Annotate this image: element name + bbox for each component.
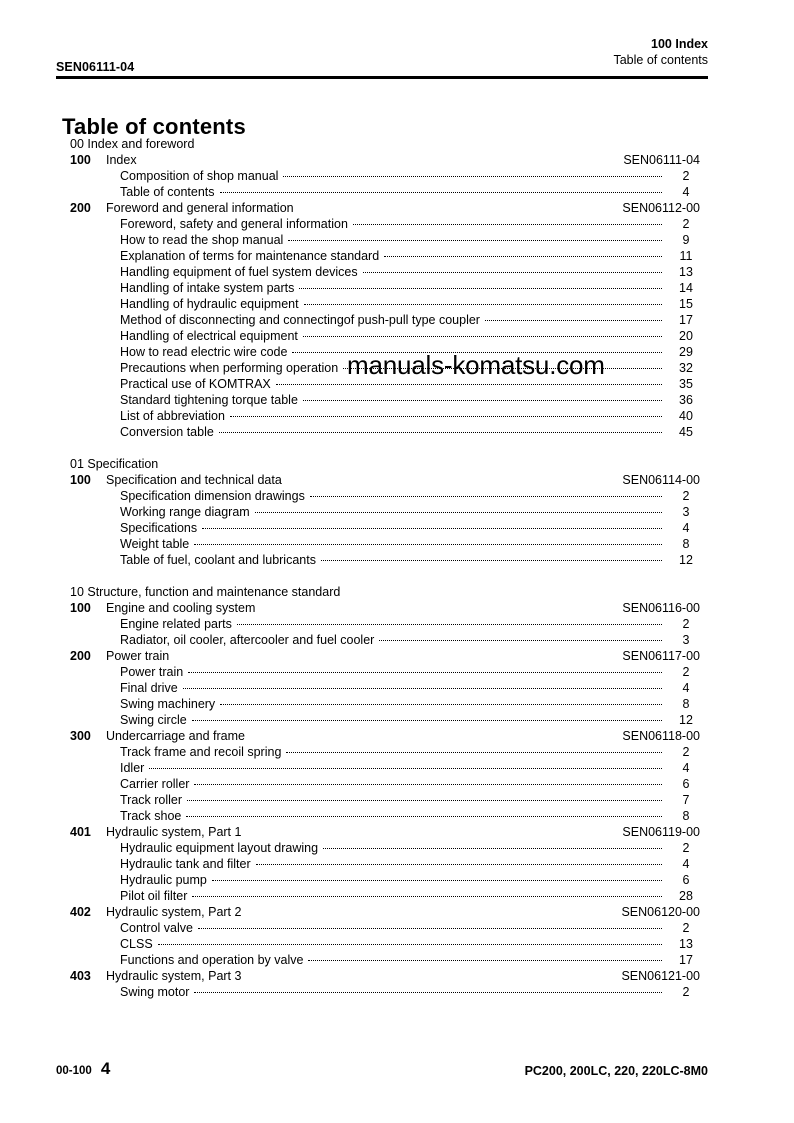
- toc-entry-row[interactable]: [70, 936, 708, 952]
- toc-entry-name: Foreword, safety and general information: [120, 217, 348, 231]
- toc-entry-row[interactable]: [70, 520, 708, 536]
- toc-entry-page-number: 28: [679, 889, 693, 903]
- toc-entry-leader-dots: [323, 840, 662, 852]
- toc-entry-row[interactable]: [70, 328, 708, 344]
- toc-entry-name: Track shoe: [120, 809, 182, 823]
- toc-entry-row[interactable]: [70, 760, 708, 776]
- toc-section-number: 401: [70, 825, 91, 839]
- toc-group-title: 00 Index and foreword: [70, 137, 195, 151]
- toc-entry-page-number: 17: [679, 313, 693, 327]
- toc-entry-name: Explanation of terms for maintenance standard: [120, 249, 380, 263]
- toc-section-code: SEN06112-00: [622, 201, 700, 215]
- toc-entry-row[interactable]: [70, 504, 708, 520]
- header-document-code: SEN06111-04: [56, 60, 135, 74]
- footer-section-code: 00-100: [56, 1065, 92, 1077]
- toc-entry-leader-dots: [194, 536, 662, 548]
- toc-entry-leader-dots: [310, 488, 662, 500]
- toc-entry-row[interactable]: [70, 664, 708, 680]
- toc-entry-name: Hydraulic equipment layout drawing: [120, 841, 319, 855]
- toc-entry-page-number: 3: [682, 505, 690, 519]
- toc-entry-row[interactable]: [70, 840, 708, 856]
- toc-entry-name: Power train: [120, 665, 184, 679]
- toc-entry-page-number: 32: [679, 361, 693, 375]
- toc-entry-name: Standard tightening torque table: [120, 393, 298, 407]
- toc-entry-row[interactable]: [70, 488, 708, 504]
- page-footer: [56, 1059, 708, 1079]
- toc-entry-row[interactable]: [70, 408, 708, 424]
- toc-section-number: 402: [70, 905, 91, 919]
- toc-entry-page-number: 2: [682, 985, 690, 999]
- toc-section-row[interactable]: [70, 728, 708, 744]
- toc-entry-page-number: 35: [679, 377, 693, 391]
- toc-section-name: Hydraulic system, Part 3: [106, 969, 242, 983]
- table-of-contents: [70, 136, 708, 1000]
- toc-group: [70, 136, 708, 440]
- toc-entry-row[interactable]: [70, 776, 708, 792]
- toc-entry-leader-dots: [343, 360, 662, 372]
- toc-entry-name: Swing circle: [120, 713, 187, 727]
- toc-section-row[interactable]: [70, 200, 708, 216]
- toc-section-row[interactable]: [70, 824, 708, 840]
- toc-entry-page-number: 8: [682, 697, 690, 711]
- toc-section-row[interactable]: [70, 648, 708, 664]
- toc-entry-page-number: 3: [682, 633, 690, 647]
- toc-entry-leader-dots: [183, 680, 662, 692]
- toc-entry-leader-dots: [220, 184, 662, 196]
- toc-entry-page-number: 13: [679, 937, 693, 951]
- toc-entry-leader-dots: [292, 344, 662, 356]
- toc-entry-name: Track frame and recoil spring: [120, 745, 282, 759]
- toc-entry-row[interactable]: [70, 712, 708, 728]
- toc-section-name: Engine and cooling system: [106, 601, 256, 615]
- toc-entry-leader-dots: [303, 328, 662, 340]
- toc-entry-leader-dots: [255, 504, 662, 516]
- toc-entry-name: Handling of hydraulic equipment: [120, 297, 299, 311]
- toc-entry-row[interactable]: [70, 264, 708, 280]
- toc-entry-leader-dots: [198, 920, 662, 932]
- toc-entry-row[interactable]: [70, 872, 708, 888]
- footer-model-name: PC200, 200LC, 220, 220LC-8M0: [524, 1064, 708, 1078]
- toc-entry-page-number: 29: [679, 345, 693, 359]
- toc-entry-row[interactable]: [70, 424, 708, 440]
- toc-entry-row[interactable]: [70, 984, 708, 1000]
- toc-entry-page-number: 2: [682, 169, 690, 183]
- toc-entry-row[interactable]: [70, 184, 708, 200]
- toc-entry-row[interactable]: [70, 680, 708, 696]
- toc-section-name: Index: [106, 153, 137, 167]
- toc-entry-name: Engine related parts: [120, 617, 232, 631]
- toc-section-name: Power train: [106, 649, 170, 663]
- toc-section-code: SEN06120-00: [621, 905, 700, 919]
- toc-entry-name: Idler: [120, 761, 145, 775]
- toc-entry-page-number: 2: [682, 217, 690, 231]
- toc-entry-page-number: 6: [682, 873, 690, 887]
- toc-entry-leader-dots: [299, 280, 662, 292]
- toc-entry-page-number: 2: [682, 745, 690, 759]
- toc-group: [70, 584, 708, 1000]
- toc-entry-leader-dots: [276, 376, 662, 388]
- toc-section-name: Hydraulic system, Part 2: [106, 905, 242, 919]
- toc-entry-name: Handling equipment of fuel system devices: [120, 265, 358, 279]
- toc-section-number: 100: [70, 153, 91, 167]
- toc-entry-page-number: 15: [679, 297, 693, 311]
- toc-entry-row[interactable]: [70, 360, 708, 376]
- toc-entry-name: Handling of electrical equipment: [120, 329, 298, 343]
- toc-entry-page-number: 8: [682, 537, 690, 551]
- toc-section-code: SEN06111-04: [623, 153, 700, 167]
- toc-entry-leader-dots: [384, 248, 662, 260]
- toc-group-title: 01 Specification: [70, 457, 159, 471]
- footer-left: [56, 1059, 110, 1079]
- toc-entry-page-number: 4: [682, 521, 690, 535]
- toc-entry-page-number: 36: [679, 393, 693, 407]
- toc-entry-leader-dots: [304, 296, 662, 308]
- toc-entry-page-number: 17: [679, 953, 693, 967]
- toc-entry-leader-dots: [379, 632, 662, 644]
- toc-entry-leader-dots: [286, 744, 662, 756]
- toc-section-row[interactable]: [70, 472, 708, 488]
- toc-section-code: SEN06121-00: [621, 969, 700, 983]
- toc-entry-name: Practical use of KOMTRAX: [120, 377, 271, 391]
- toc-section-name: Undercarriage and frame: [106, 729, 245, 743]
- toc-entry-name: Conversion table: [120, 425, 214, 439]
- toc-entry-leader-dots: [353, 216, 662, 228]
- toc-entry-name: Control valve: [120, 921, 193, 935]
- toc-entry-page-number: 4: [682, 681, 690, 695]
- toc-section-code: SEN06114-00: [622, 473, 700, 487]
- toc-entry-name: List of abbreviation: [120, 409, 225, 423]
- toc-section-name: Foreword and general information: [106, 201, 294, 215]
- toc-entry-row[interactable]: [70, 920, 708, 936]
- toc-entry-row[interactable]: [70, 952, 708, 968]
- header-section-info: [613, 36, 708, 68]
- toc-entry-page-number: 8: [682, 809, 690, 823]
- toc-entry-row[interactable]: [70, 808, 708, 824]
- toc-entry-leader-dots: [321, 552, 662, 564]
- toc-entry-leader-dots: [212, 872, 662, 884]
- toc-entry-row[interactable]: [70, 216, 708, 232]
- toc-entry-name: Working range diagram: [120, 505, 250, 519]
- toc-entry-page-number: 13: [679, 265, 693, 279]
- toc-entry-page-number: 4: [682, 185, 690, 199]
- toc-section-code: SEN06119-00: [622, 825, 700, 839]
- toc-entry-row[interactable]: [70, 344, 708, 360]
- toc-entry-page-number: 6: [682, 777, 690, 791]
- toc-entry-row[interactable]: [70, 232, 708, 248]
- toc-section-number: 200: [70, 201, 91, 215]
- toc-entry-name: Composition of shop manual: [120, 169, 279, 183]
- toc-entry-name: Hydraulic pump: [120, 873, 207, 887]
- toc-entry-page-number: 2: [682, 841, 690, 855]
- toc-section-row[interactable]: [70, 968, 708, 984]
- toc-entry-row[interactable]: [70, 312, 708, 328]
- toc-entry-leader-dots: [158, 936, 662, 948]
- toc-entry-name: How to read the shop manual: [120, 233, 284, 247]
- toc-entry-leader-dots: [220, 696, 662, 708]
- toc-entry-row[interactable]: [70, 248, 708, 264]
- toc-entry-row[interactable]: [70, 792, 708, 808]
- toc-entry-leader-dots: [192, 712, 662, 724]
- toc-entry-row[interactable]: [70, 392, 708, 408]
- toc-entry-page-number: 2: [682, 665, 690, 679]
- toc-entry-name: Swing machinery: [120, 697, 216, 711]
- footer-page-number: 4: [100, 1059, 111, 1078]
- toc-section-number: 100: [70, 473, 91, 487]
- toc-entry-leader-dots: [186, 808, 662, 820]
- toc-entry-leader-dots: [256, 856, 662, 868]
- toc-section-name: Specification and technical data: [106, 473, 282, 487]
- toc-section-row[interactable]: [70, 600, 708, 616]
- toc-entry-name: Track roller: [120, 793, 183, 807]
- toc-entry-row[interactable]: [70, 168, 708, 184]
- toc-section-code: SEN06118-00: [622, 729, 700, 743]
- toc-entry-leader-dots: [149, 760, 662, 772]
- toc-entry-name: Final drive: [120, 681, 178, 695]
- toc-entry-row[interactable]: [70, 296, 708, 312]
- toc-entry-name: How to read electric wire code: [120, 345, 288, 359]
- toc-entry-leader-dots: [288, 232, 662, 244]
- toc-entry-row[interactable]: [70, 552, 708, 568]
- watermark: manuals-komatsu.com: [347, 350, 605, 380]
- toc-entry-leader-dots: [192, 888, 662, 900]
- header-section-number: 100 Index: [651, 37, 708, 51]
- toc-entry-name: Handling of intake system parts: [120, 281, 295, 295]
- toc-entry-page-number: 12: [679, 713, 693, 727]
- toc-section-row[interactable]: [70, 904, 708, 920]
- toc-entry-row[interactable]: [70, 616, 708, 632]
- toc-entry-row[interactable]: [70, 376, 708, 392]
- toc-entry-leader-dots: [283, 168, 662, 180]
- toc-entry-page-number: 2: [682, 617, 690, 631]
- toc-entry-name: Weight table: [120, 537, 190, 551]
- toc-entry-name: Specification dimension drawings: [120, 489, 305, 503]
- toc-section-code: SEN06116-00: [622, 601, 700, 615]
- toc-entry-page-number: 12: [679, 553, 693, 567]
- toc-entry-name: Functions and operation by valve: [120, 953, 304, 967]
- toc-section-number: 200: [70, 649, 91, 663]
- toc-entry-row[interactable]: [70, 536, 708, 552]
- toc-entry-name: Precautions when performing operation: [120, 361, 339, 375]
- toc-section-number: 100: [70, 601, 91, 615]
- toc-entry-name: Radiator, oil cooler, aftercooler and fuel cooler: [120, 633, 375, 647]
- toc-entry-name: Pilot oil filter: [120, 889, 188, 903]
- toc-entry-leader-dots: [485, 312, 662, 324]
- toc-entry-page-number: 11: [679, 249, 693, 263]
- toc-entry-leader-dots: [363, 264, 662, 276]
- toc-entry-name: Specifications: [120, 521, 198, 535]
- toc-entry-row[interactable]: [70, 632, 708, 648]
- toc-entry-page-number: 7: [682, 793, 690, 807]
- toc-entry-leader-dots: [194, 776, 662, 788]
- toc-entry-page-number: 4: [682, 761, 690, 775]
- toc-group-title: 10 Structure, function and maintenance standard: [70, 585, 341, 599]
- toc-entry-row[interactable]: [70, 744, 708, 760]
- toc-entry-leader-dots: [219, 424, 662, 436]
- toc-entry-leader-dots: [237, 616, 662, 628]
- toc-group: [70, 456, 708, 568]
- toc-entry-leader-dots: [187, 792, 662, 804]
- toc-entry-page-number: 14: [679, 281, 693, 295]
- toc-entry-row[interactable]: [70, 888, 708, 904]
- toc-section-number: 403: [70, 969, 91, 983]
- toc-entry-row[interactable]: [70, 856, 708, 872]
- toc-entry-name: CLSS: [120, 937, 153, 951]
- toc-entry-leader-dots: [202, 520, 662, 532]
- toc-entry-page-number: 20: [679, 329, 693, 343]
- toc-section-code: SEN06117-00: [622, 649, 700, 663]
- toc-entry-leader-dots: [308, 952, 662, 964]
- toc-entry-name: Swing motor: [120, 985, 190, 999]
- toc-entry-row[interactable]: [70, 696, 708, 712]
- toc-entry-leader-dots: [303, 392, 662, 404]
- header-section-title: Table of contents: [613, 53, 708, 67]
- toc-entry-page-number: 40: [679, 409, 693, 423]
- toc-entry-leader-dots: [230, 408, 662, 420]
- page-header: [56, 36, 708, 80]
- toc-section-row[interactable]: [70, 152, 708, 168]
- toc-entry-name: Table of contents: [120, 185, 215, 199]
- toc-entry-leader-dots: [188, 664, 662, 676]
- toc-entry-row[interactable]: [70, 280, 708, 296]
- toc-entry-name: Method of disconnecting and connectingof push-pull type coupler: [120, 313, 480, 327]
- header-rule: [56, 76, 708, 79]
- toc-entry-name: Hydraulic tank and filter: [120, 857, 251, 871]
- toc-entry-page-number: 2: [682, 489, 690, 503]
- page-title: Table of contents: [62, 113, 246, 139]
- toc-entry-name: Table of fuel, coolant and lubricants: [120, 553, 316, 567]
- toc-entry-page-number: 9: [682, 233, 690, 247]
- toc-entry-page-number: 4: [682, 857, 690, 871]
- toc-entry-page-number: 45: [679, 425, 693, 439]
- toc-section-number: 300: [70, 729, 91, 743]
- toc-section-name: Hydraulic system, Part 1: [106, 825, 242, 839]
- toc-entry-leader-dots: [194, 984, 662, 996]
- toc-entry-page-number: 2: [682, 921, 690, 935]
- toc-entry-name: Carrier roller: [120, 777, 190, 791]
